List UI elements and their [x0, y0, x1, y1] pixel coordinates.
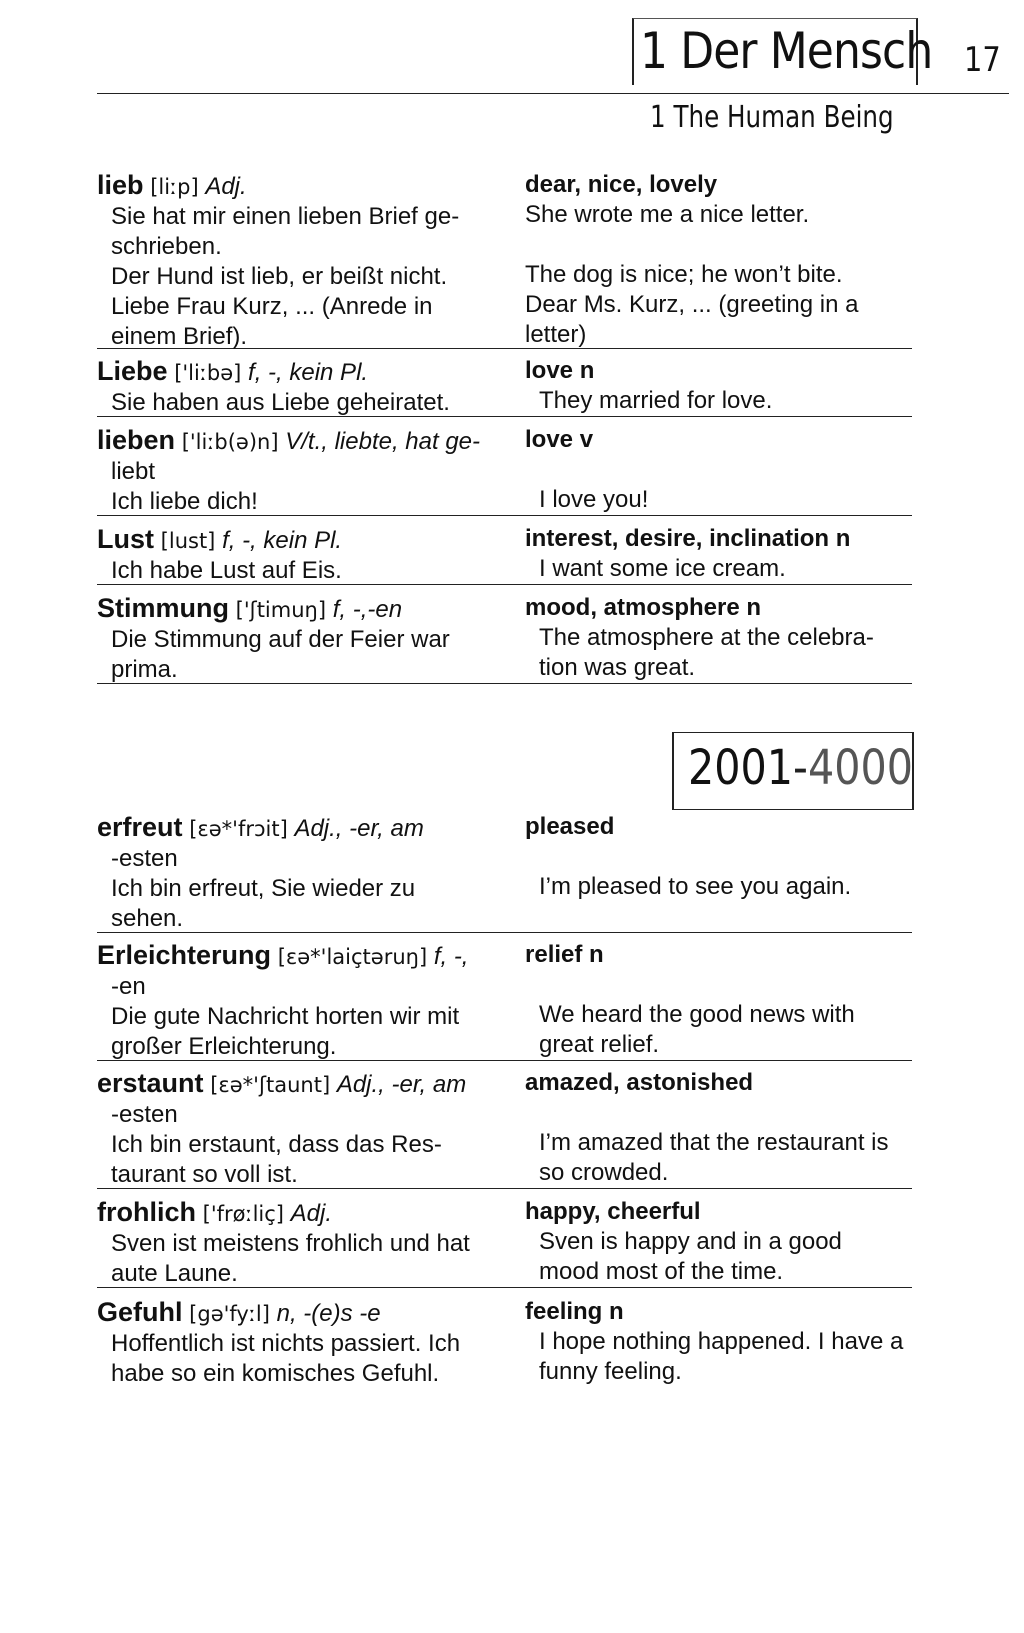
chapter-subtitle: 1 The Human Being	[650, 100, 894, 135]
english-column	[525, 1297, 915, 1387]
example-line: Ich habe Lust auf Eis.	[111, 557, 342, 584]
german-column	[97, 170, 487, 352]
english-column	[525, 425, 915, 515]
grammar-info: Adj.	[205, 173, 247, 200]
grammar-info: Adj., -er, am	[336, 1071, 467, 1098]
translation-line: The atmosphere at the celebra-	[539, 624, 874, 651]
translation-line	[525, 230, 915, 260]
translation-line: Dear Ms. Kurz, ... (greeting in a	[525, 291, 859, 318]
example-line: Ich liebe dich!	[111, 488, 258, 515]
translation: amazed, astonished	[525, 1069, 754, 1096]
example-line: einem Brief).	[111, 323, 248, 350]
english-column	[525, 940, 915, 1060]
example-line: aute Laune.	[111, 1260, 238, 1287]
headword: Liebe	[97, 356, 168, 386]
grammar-info: n, -(e)s -e	[276, 1300, 381, 1327]
example-line: Ich bin erfreut, Sie wieder zu	[111, 875, 416, 902]
example-line: Hoffentlich ist nichts passiert. Ich	[111, 1330, 461, 1357]
example-line: Der Hund ist lieb, er beißt nicht.	[111, 263, 448, 290]
entry-gefuhl	[97, 1297, 912, 1389]
translation-line: great relief.	[539, 1031, 660, 1058]
phonetic: ['liːb(ə)n]	[181, 430, 279, 454]
headword: Gefuhl	[97, 1297, 183, 1327]
example-line: taurant so voll ist.	[111, 1161, 298, 1188]
translation: dear, nice, lovely	[525, 171, 718, 198]
header-rule	[97, 93, 1009, 94]
translation-line: I love you!	[539, 486, 649, 513]
translation-line: so crowded.	[539, 1159, 669, 1186]
grammar-info: f, -,	[433, 943, 469, 970]
translation: interest, desire, inclination n	[525, 525, 851, 552]
translation-line: She wrote me a nice letter.	[525, 201, 810, 228]
translation-line: I’m amazed that the restaurant is	[539, 1129, 889, 1156]
german-column	[97, 1197, 487, 1289]
phonetic: ['liːbə]	[174, 361, 242, 385]
english-column	[525, 170, 915, 350]
entry-lieben	[97, 425, 912, 516]
phonetic: [ɛə*'ʃtaunt]	[210, 1073, 331, 1097]
example-line: Sie hat mir einen lieben Brief ge-	[111, 203, 460, 230]
german-column	[97, 593, 487, 685]
entry-liebe	[97, 356, 912, 417]
translation-line: Sven is happy and in a good	[539, 1228, 842, 1255]
german-column	[97, 940, 487, 1062]
grammar-info-cont: liebt	[111, 458, 156, 485]
chapter-title: 1 Der Mensch	[640, 22, 933, 80]
english-column	[525, 593, 915, 683]
translation-line: The dog is nice; he won’t bite.	[525, 261, 843, 288]
translation: love n	[525, 357, 595, 384]
translation: love v	[525, 426, 594, 453]
translation-line: I’m pleased to see you again.	[539, 873, 852, 900]
example-line: großer Erleichterung.	[111, 1033, 337, 1060]
frequency-range-label	[688, 740, 913, 796]
range-dash: -	[793, 740, 808, 796]
range-start: 2001	[688, 740, 794, 796]
translation-line: letter)	[525, 321, 587, 348]
phonetic: [ɛə*'frɔit]	[189, 817, 288, 841]
phonetic: [gə'fyːl]	[189, 1302, 270, 1326]
german-column	[97, 1068, 487, 1190]
example-line: sehen.	[111, 905, 184, 932]
headword: erfreut	[97, 812, 183, 842]
translation-line: tion was great.	[539, 654, 696, 681]
grammar-info-cont: -esten	[111, 1101, 178, 1128]
example-line: schrieben.	[111, 233, 222, 260]
phonetic: [liːp]	[150, 175, 199, 199]
translation-line: I hope nothing happened. I have a	[539, 1328, 904, 1355]
headword: frohlich	[97, 1197, 196, 1227]
grammar-info: V/t., liebte, hat ge-	[285, 428, 481, 455]
german-column	[97, 356, 487, 418]
headword: Stimmung	[97, 593, 229, 623]
example-line: habe so ein komisches Gefuhl.	[111, 1360, 440, 1387]
english-column	[525, 356, 915, 416]
translation: happy, cheerful	[525, 1198, 701, 1225]
headword: lieb	[97, 170, 144, 200]
headword: erstaunt	[97, 1068, 204, 1098]
english-column	[525, 812, 915, 902]
example-line: prima.	[111, 656, 178, 683]
english-column	[525, 1197, 915, 1287]
entry-erfreut	[97, 812, 912, 933]
headword: Erleichterung	[97, 940, 272, 970]
german-column	[97, 1297, 487, 1389]
phonetic: ['ʃtimuŋ]	[235, 598, 327, 622]
grammar-info: f, -,-en	[332, 596, 403, 623]
grammar-info: f, -, kein Pl.	[248, 359, 369, 386]
grammar-info-cont: -esten	[111, 845, 178, 872]
example-line: Sven ist meistens frohlich und hat	[111, 1230, 470, 1257]
translation-line: I want some ice cream.	[539, 555, 786, 582]
entry-lust	[97, 524, 912, 585]
translation: relief n	[525, 941, 604, 968]
example-line: Ich bin erstaunt, dass das Res-	[111, 1131, 442, 1158]
translation: pleased	[525, 813, 615, 840]
entry-erstaunt	[97, 1068, 912, 1189]
example-line: Liebe Frau Kurz, ... (Anrede in	[111, 293, 433, 320]
headword: lieben	[97, 425, 176, 455]
entry-lieb	[97, 170, 912, 349]
entry-frohlich	[97, 1197, 912, 1288]
grammar-info: Adj., -er, am	[294, 815, 424, 842]
example-line: Die Stimmung auf der Feier war	[111, 626, 450, 653]
german-column	[97, 524, 487, 586]
phonetic: [lust]	[160, 529, 216, 553]
entry-stimmung	[97, 593, 912, 684]
english-column	[525, 524, 915, 584]
translation-line: mood most of the time.	[539, 1258, 784, 1285]
grammar-info: Adj.	[290, 1200, 333, 1227]
phonetic: [ɛə*'laiçtəruŋ]	[277, 945, 428, 969]
grammar-info-cont: -en	[111, 973, 146, 1000]
translation-line: We heard the good news with	[539, 1001, 855, 1028]
translation: feeling n	[525, 1298, 624, 1325]
example-line: Sie haben aus Liebe geheiratet.	[111, 389, 450, 416]
german-column	[97, 812, 487, 934]
translation: mood, atmosphere n	[525, 594, 762, 621]
german-column	[97, 425, 487, 517]
grammar-info: f, -, kein Pl.	[222, 527, 343, 554]
english-column	[525, 1068, 915, 1188]
translation-line: They married for love.	[539, 387, 773, 414]
headword: Lust	[97, 524, 154, 554]
example-line: Die gute Nachricht horten wir mit	[111, 1003, 460, 1030]
entry-erleichterung	[97, 940, 912, 1061]
page-number: 17	[964, 40, 1001, 80]
phonetic: ['frøːliç]	[202, 1202, 284, 1226]
range-end: 4000	[807, 740, 914, 796]
translation-line: funny feeling.	[539, 1358, 682, 1385]
